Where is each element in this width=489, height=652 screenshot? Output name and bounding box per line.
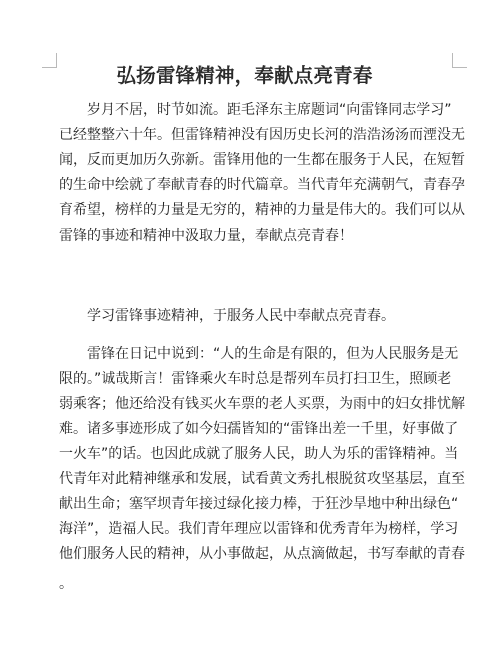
paragraph-2-line: 。 [59,576,73,592]
paragraph-2-line: 他们服务人民的精神，从小事做起，从点滴做起，书写奉献的青春 [59,546,465,562]
paragraph-2-line: 雷锋在日记中说到：“人的生命是有限的，但为人民服务是无 [87,346,459,362]
document-title: 弘扬雷锋精神，奉献点亮青春 [116,64,373,87]
paragraph-2-line: 难。诸多事迹形成了如今妇孺皆知的“雷锋出差一千里，好事做了 [59,421,459,437]
paragraph-2-line: 一火车”的话。也因此成就了服务人民，助人为乐的雷锋精神。当 [59,446,459,462]
paragraph-1-line: 的生命中绘就了奉献青春的时代篇章。当代青年充满朝气，青春孕 [59,177,465,193]
paragraph-2-line: 弱乘客；他还给没有钱买火车票的老人买票，为雨中的妇女排忧解 [59,396,465,412]
paragraph-1-line: 已经整整六十年。但雷锋精神没有因历史长河的浩浩汤汤而湮没无 [59,127,465,143]
paragraph-1-line: 雷锋的事迹和精神中汲取力量，奉献点亮青春！ [59,228,353,244]
section-subheading: 学习雷锋事迹精神，于服务人民中奉献点亮青春。 [87,308,395,324]
paragraph-2-line: 献出生命；塞罕坝青年接过绿化接力棒，于狂沙旱地中种出绿色“ [59,496,459,512]
paragraph-1-line: 闻，反而更加历久弥新。雷锋用他的一生都在服务于人民，在短暂 [59,152,465,168]
paragraph-2-line: 海洋”，造福人民。我们青年理应以雷锋和优秀青年为榜样，学习 [59,521,459,537]
paragraph-2-line: 限的。”诚哉斯言！雷锋乘火车时总是帮列车员打扫卫生，照顾老 [59,371,452,387]
paragraph-1-line: 岁月不居，时节如流。距毛泽东主席题词“向雷锋同志学习” [87,102,452,118]
paragraph-1-line: 育希望，榜样的力量是无穷的，精神的力量是伟大的。我们可以从 [59,202,465,218]
paragraph-2-line: 代青年对此精神继承和发展，试看黄文秀扎根脱贫攻坚基层，直至 [59,471,465,487]
